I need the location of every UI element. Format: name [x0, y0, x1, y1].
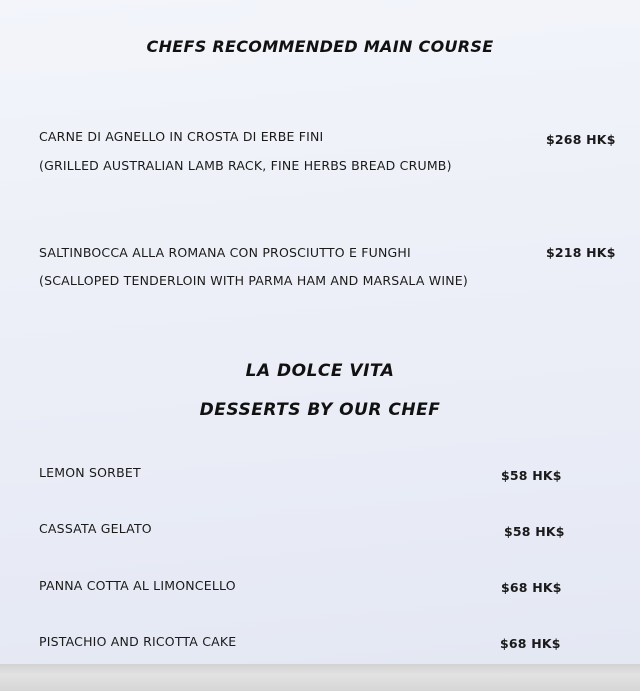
- surface-below-sheet: [0, 664, 640, 691]
- la-dolce-vita-heading: LA DOLCE VITA: [245, 361, 395, 381]
- main-item-2-description: (SCALLOPED TENDERLOIN WITH PARMA HAM AND MARSALA WINE): [39, 273, 468, 288]
- main-item-1-name: CARNE DI AGNELLO IN CROSTA DI ERBE FINI: [39, 129, 324, 144]
- main-item-2-name: SALTINBOCCA ALLA ROMANA CON PROSCIUTTO E FUNGHI: [39, 245, 411, 260]
- main-item-1-price: $268 HK$: [546, 132, 616, 147]
- desserts-heading: DESSERTS BY OUR CHEF: [199, 400, 441, 420]
- main-item-1-description: (GRILLED AUSTRALIAN LAMB RACK, FINE HERBS BREAD CRUMB): [39, 158, 452, 173]
- dessert-item-1-name: LEMON SORBET: [39, 465, 141, 480]
- main-course-heading: CHEFS RECOMMENDED MAIN COURSE: [146, 37, 494, 56]
- dessert-item-3-name: PANNA COTTA AL LIMONCELLO: [39, 578, 236, 593]
- dessert-item-2-price: $58 HK$: [504, 524, 565, 539]
- dessert-item-1-price: $58 HK$: [501, 468, 562, 483]
- dessert-item-3-price: $68 HK$: [501, 580, 562, 595]
- dessert-item-4-name: PISTACHIO AND RICOTTA CAKE: [39, 634, 237, 649]
- main-item-2-price: $218 HK$: [546, 245, 616, 260]
- dessert-item-4-price: $68 HK$: [500, 636, 561, 651]
- dessert-item-2-name: CASSATA GELATO: [39, 521, 152, 536]
